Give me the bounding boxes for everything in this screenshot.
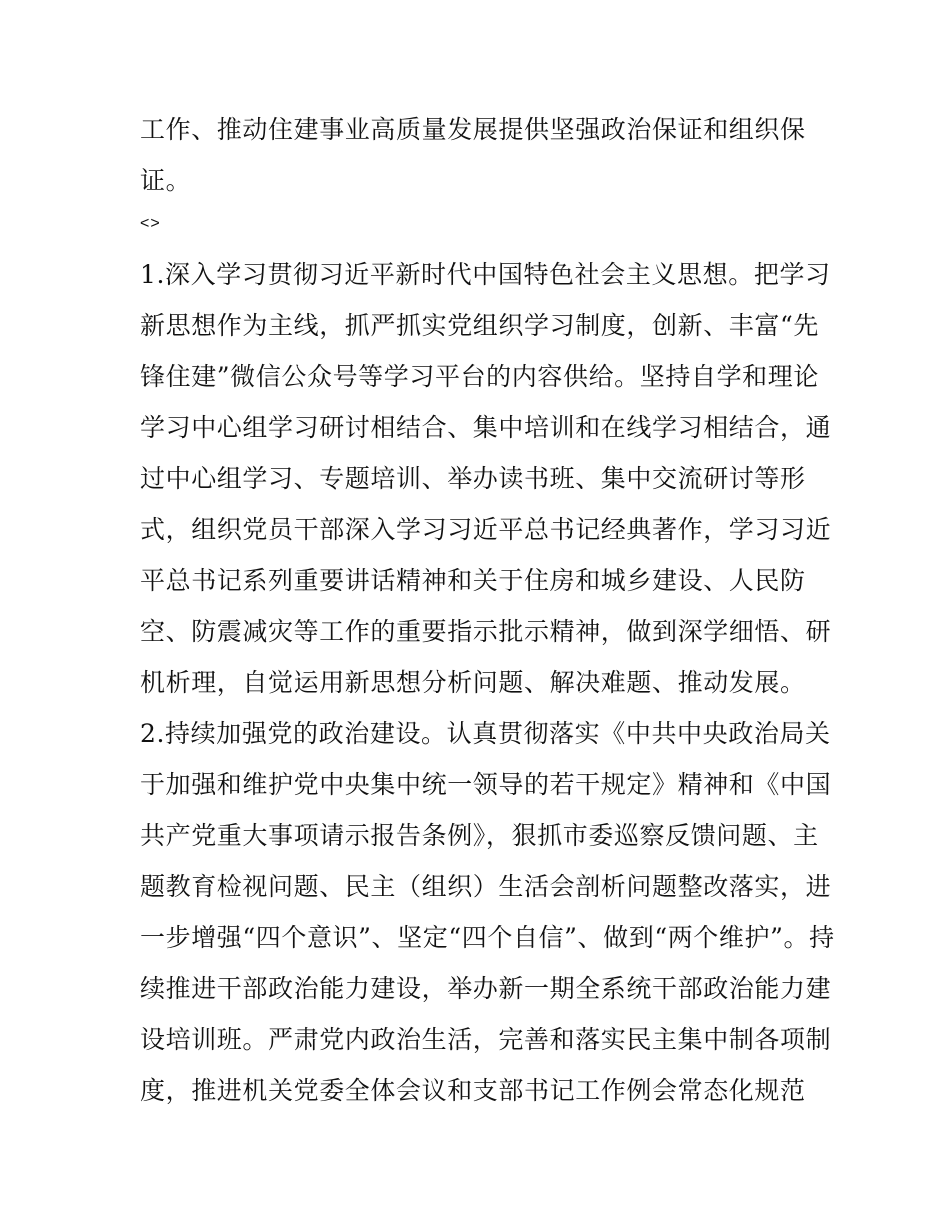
text-line: 2.持续加强党的政治建设。认真贯彻落实《中共中央政治局关 xyxy=(140,719,831,748)
text-line: 题教育检视问题、民主（组织）生活会剖析问题整改落实，进 xyxy=(140,872,832,901)
text-line: 设培训班。严肃党内政治生活，完善和落实民主集中制各项制 xyxy=(140,1025,832,1054)
text-line: 平总书记系列重要讲话精神和关于住房和城乡建设、人民防 xyxy=(140,566,806,595)
text-line: 于加强和维护党中央集中统一领导的若干规定》精神和《中国 xyxy=(140,770,832,799)
text-line: 证。 xyxy=(140,166,192,195)
text-line: 过中心组学习、专题培训、举办读书班、集中交流研讨等形 xyxy=(140,464,806,493)
document-page xyxy=(140,104,835,1116)
text-line: 一步增强“四个意识”、坚定“四个自信”、做到“两个维护”。持 xyxy=(140,923,835,952)
text-line: 工作、推动住建事业高质量发展提供坚强政治保证和组织保 xyxy=(140,115,806,144)
text-line: 1.深入学习贯彻习近平新时代中国特色社会主义思想。把学习 xyxy=(140,260,831,289)
text-line: 锋住建”微信公众号等学习平台的内容供给。坚持自学和理论 xyxy=(140,362,819,391)
text-line: 度，推进机关党委全体会议和支部书记工作例会常态化规范 xyxy=(140,1076,806,1105)
text-line: 新思想作为主线，抓严抓实党组织学习制度，创新、丰富“先 xyxy=(140,311,819,340)
section-marker: <> xyxy=(140,215,161,232)
text-line: 学习中心组学习研讨相结合、集中培训和在线学习相结合，通 xyxy=(140,413,832,442)
text-line: 空、防震减灾等工作的重要指示批示精神，做到深学细悟、研 xyxy=(140,617,832,646)
text-line: 机析理，自觉运用新思想分析问题、解决难题、推动发展。 xyxy=(140,668,806,697)
text-line: 式，组织党员干部深入学习习近平总书记经典著作，学习习近 xyxy=(140,515,832,544)
text-line: 共产党重大事项请示报告条例》，狠抓市委巡察反馈问题、主 xyxy=(140,821,819,850)
text-line: 续推进干部政治能力建设，举办新一期全系统干部政治能力建 xyxy=(140,974,832,1003)
